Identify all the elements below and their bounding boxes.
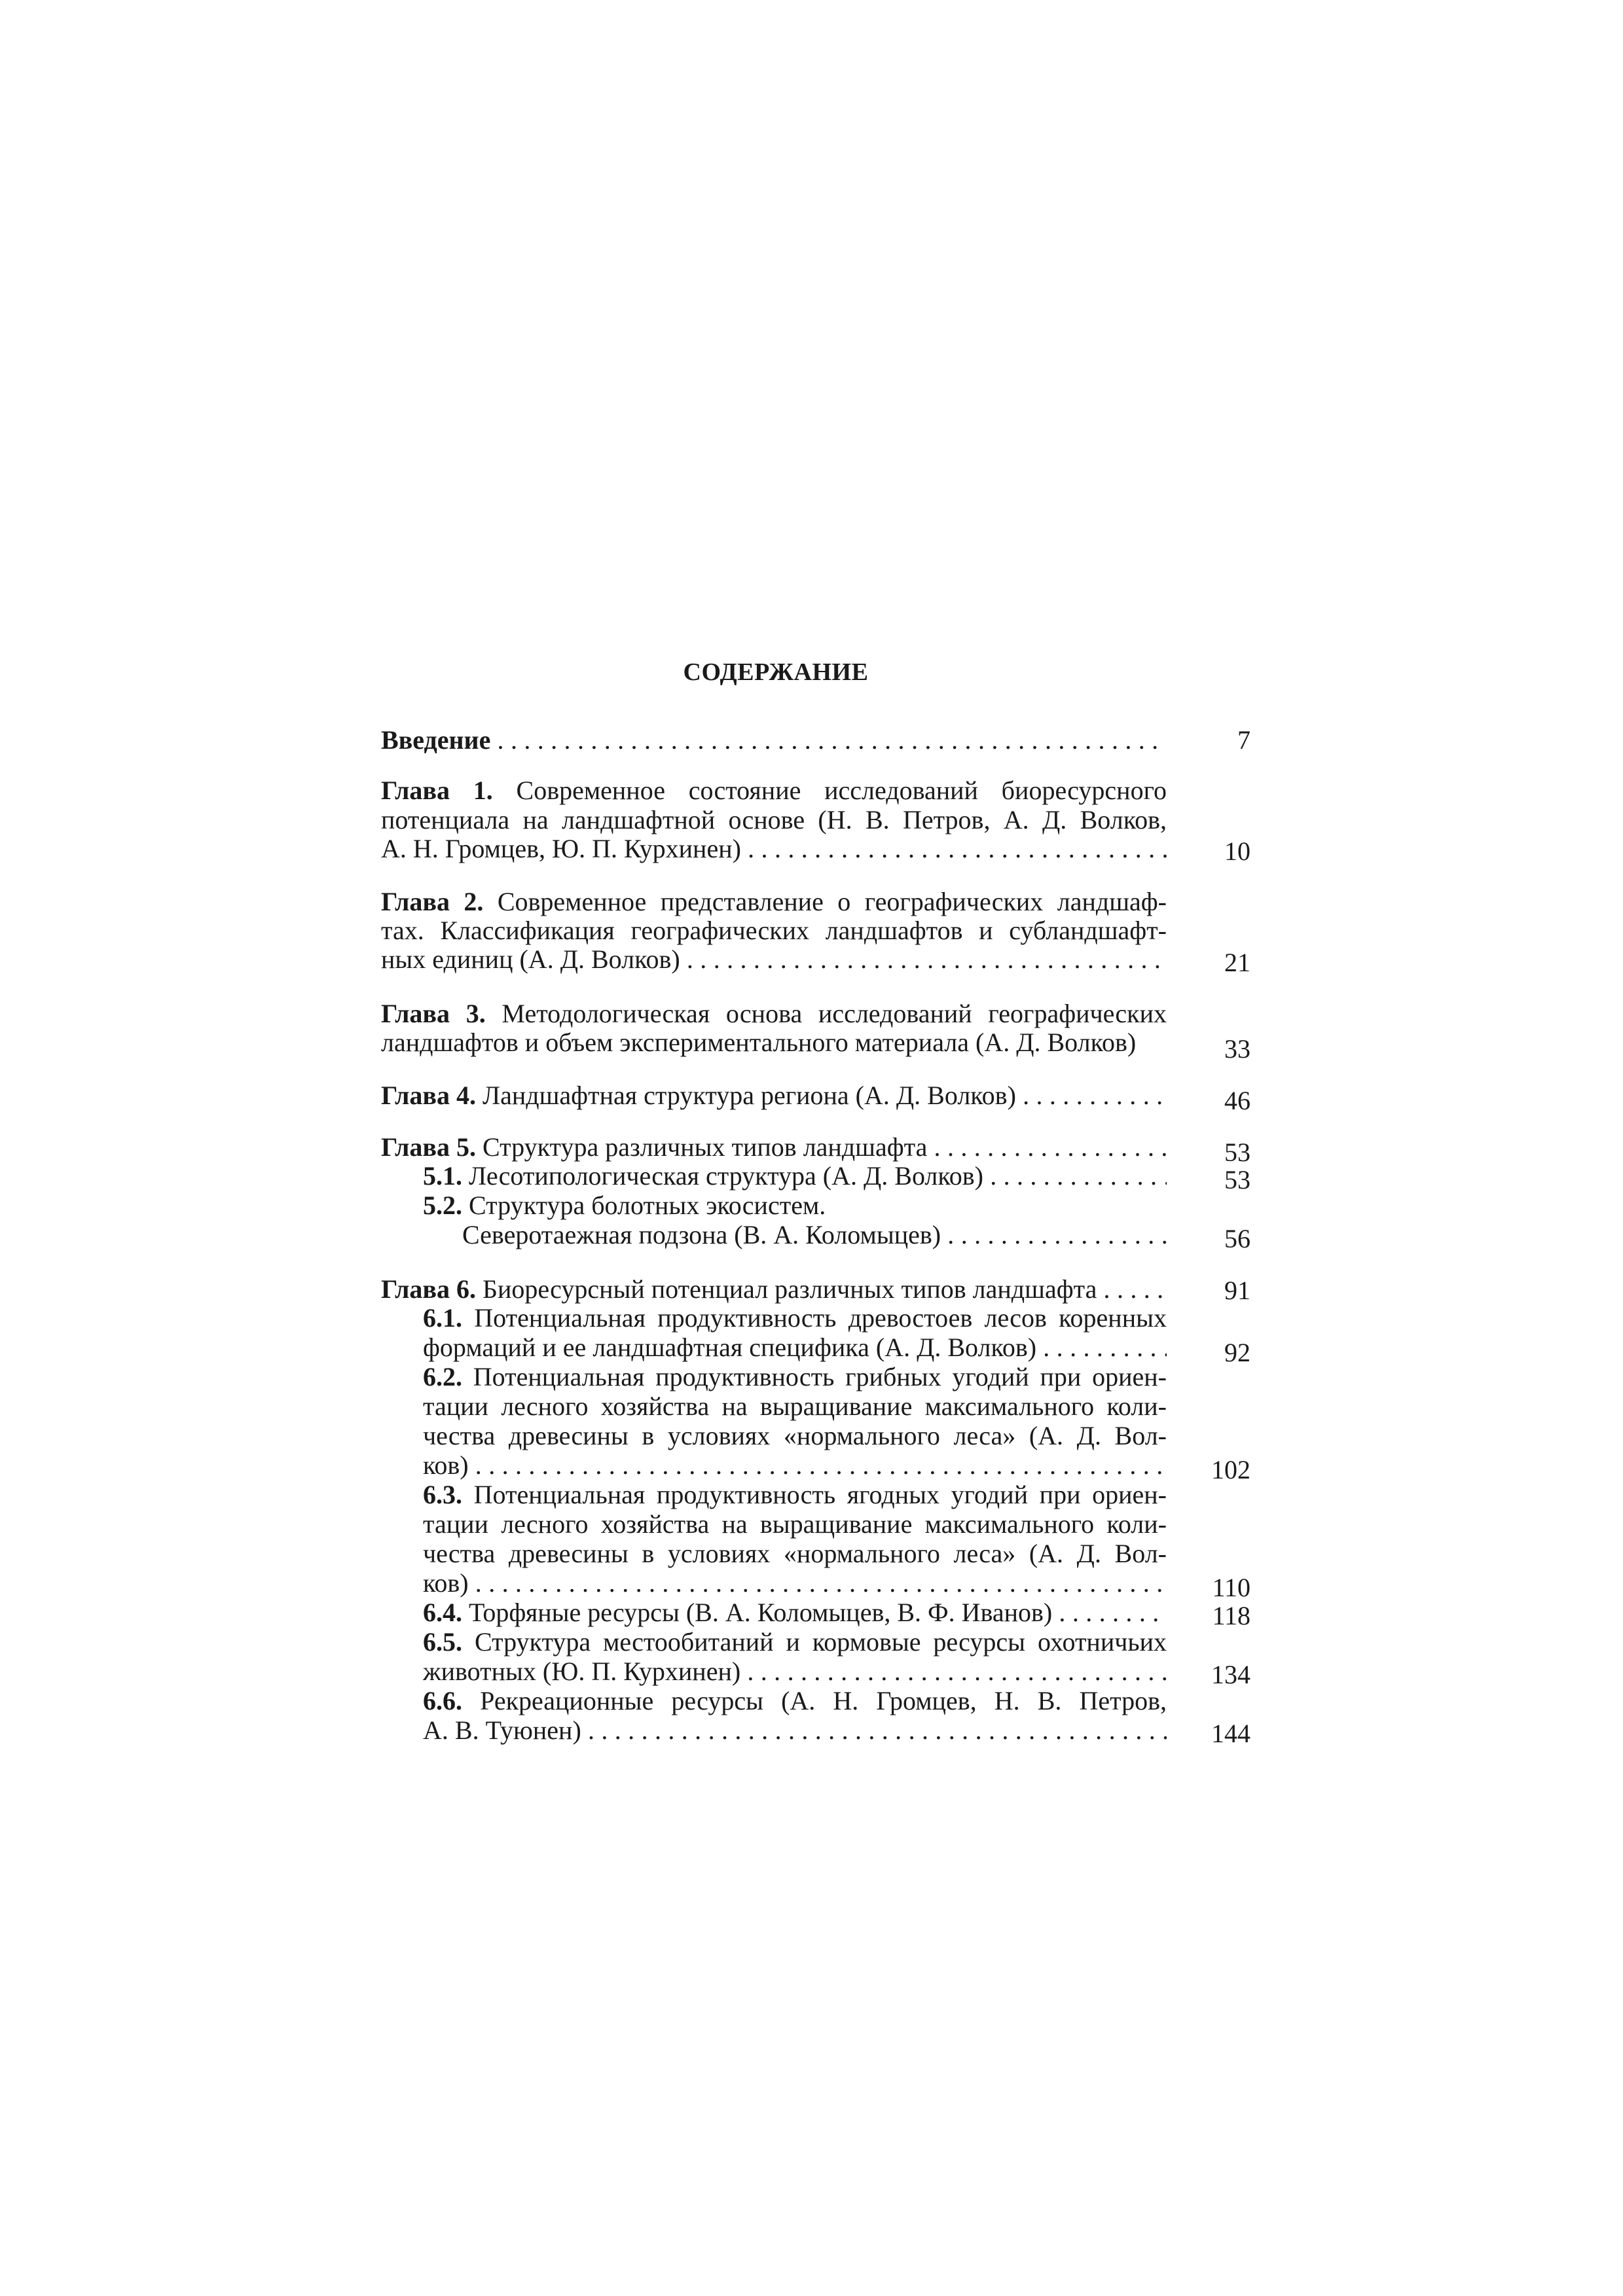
toc-line xyxy=(423,1160,1167,1193)
toc-line-text: Потенциальная продуктивность грибных угодий при ориен- xyxy=(462,1362,1167,1391)
toc-line xyxy=(423,1508,1167,1541)
page-number: 10 xyxy=(1224,836,1250,866)
page-number: 21 xyxy=(1224,948,1250,977)
toc-line-label: 6.3. xyxy=(423,1480,462,1509)
page-number: 91 xyxy=(1224,1276,1250,1305)
toc-line xyxy=(423,1361,1167,1393)
toc-line-text: Структура различных типов ландшафта xyxy=(475,1132,928,1162)
toc-line xyxy=(423,1390,1167,1423)
toc-line-text: Торфяные ресурсы (В. А. Коломыцев, В. Ф. Иванов) xyxy=(462,1598,1053,1627)
toc-line xyxy=(423,1331,1167,1364)
toc-line-text: Рекреационные ресурсы (А. Н. Громцев, Н. В. Петров, xyxy=(462,1686,1167,1715)
toc-line xyxy=(423,1537,1167,1570)
toc-line-label: Введение xyxy=(381,725,491,755)
page-number: 33 xyxy=(1224,1034,1250,1064)
toc-line-label: 6.4. xyxy=(423,1598,462,1627)
toc-line-text: ландшафтов и объем экспериментального материала (А. Д. Волков) xyxy=(381,1028,1137,1057)
toc-line-text: ных единиц (А. Д. Волков) xyxy=(381,944,680,974)
toc-line xyxy=(381,1131,1167,1164)
page-number: 110 xyxy=(1212,1573,1250,1602)
toc-line-label: Глава 4. xyxy=(381,1081,476,1110)
toc-line-label: 6.1. xyxy=(423,1303,462,1333)
page-title: СОДЕРЖАНИЕ xyxy=(683,658,869,686)
toc-line-text: Современное состояние исследований биоресурсного xyxy=(492,776,1167,805)
toc-line-text: Лесотипологическая структура (А. Д. Волков) xyxy=(462,1161,983,1191)
toc-line-text: А. В. Туюнен) xyxy=(423,1715,581,1745)
toc-line-label: 6.5. xyxy=(423,1627,462,1657)
toc-line xyxy=(381,886,1167,918)
toc-line xyxy=(423,1479,1167,1511)
toc-line xyxy=(423,1420,1167,1452)
toc-line xyxy=(381,914,1167,947)
toc-line-text: Северотаежная подзона (В. А. Коломыцев) xyxy=(462,1220,941,1249)
toc-line-label: Глава 3. xyxy=(381,999,486,1028)
toc-line-text: чества древесины в условиях «нормального леса» (А. Д. Вол- xyxy=(423,1421,1167,1450)
toc-line xyxy=(381,943,1167,976)
toc-line-text: Ландшафтная структура региона (А. Д. Волков) xyxy=(475,1081,1016,1110)
toc-line-label: Глава 5. xyxy=(381,1132,476,1162)
toc-line-label: Глава 2. xyxy=(381,887,484,916)
toc-line xyxy=(381,724,1167,757)
page-number: 53 xyxy=(1224,1138,1250,1167)
page-number: 46 xyxy=(1224,1086,1250,1115)
toc-line-label: Глава 6. xyxy=(381,1274,476,1304)
toc-line xyxy=(462,1219,1167,1251)
toc-line xyxy=(423,1655,1167,1688)
toc-line-label: 6.6. xyxy=(423,1686,462,1715)
toc-line-text: тации лесного хозяйства на выращивание максимального коли- xyxy=(423,1391,1167,1421)
toc-line-label: 5.2. xyxy=(423,1191,462,1220)
toc-line-text: Современное представление о географических ландшаф- xyxy=(483,887,1167,916)
toc-line xyxy=(423,1714,1167,1747)
toc-line xyxy=(381,1079,1167,1112)
toc-line-text: Потенциальная продуктивность древостоев лесов коренных xyxy=(462,1303,1167,1333)
toc-line-text: формаций и ее ландшафтная специфика (А. Д. Волков) xyxy=(423,1333,1037,1362)
toc-line-text: потенциала на ландшафтной основе (Н. В. Петров, А. Д. Волков, xyxy=(381,805,1167,834)
page-number: 7 xyxy=(1237,725,1250,755)
toc-line-text: тах. Классификация географических ландшафтов и субландшафт- xyxy=(381,916,1167,945)
page-number: 102 xyxy=(1211,1455,1250,1484)
page-number: 118 xyxy=(1212,1601,1250,1630)
toc-line-text: Биоресурсный потенциал различных типов ландшафта xyxy=(475,1274,1097,1304)
toc-line-label: 5.1. xyxy=(423,1161,462,1191)
toc-line xyxy=(423,1302,1167,1335)
toc-line xyxy=(423,1567,1167,1600)
toc-line xyxy=(423,1449,1167,1482)
page-number: 92 xyxy=(1224,1338,1250,1367)
toc-line xyxy=(423,1626,1167,1659)
toc-line-label: Глава 1. xyxy=(381,776,493,805)
toc-line xyxy=(423,1189,1167,1222)
toc-line xyxy=(381,804,1167,836)
toc-line-text: ков) xyxy=(423,1450,469,1480)
toc-line xyxy=(381,774,1167,807)
page-number: 56 xyxy=(1224,1224,1250,1253)
toc-line xyxy=(423,1685,1167,1717)
toc-line-text: А. Н. Громцев, Ю. П. Курхинен) xyxy=(381,834,741,863)
toc-line-text: чества древесины в условиях «нормального леса» (А. Д. Вол- xyxy=(423,1539,1167,1568)
toc-line-text: тации лесного хозяйства на выращивание максимального коли- xyxy=(423,1509,1167,1539)
toc-line-text: Методологическая основа исследований географических xyxy=(485,999,1167,1028)
toc-line xyxy=(423,1596,1167,1629)
toc-line-text: Структура болотных экосистем. xyxy=(462,1191,826,1220)
toc-line xyxy=(381,997,1167,1030)
toc-line xyxy=(381,833,1167,865)
toc-line-text: ков) xyxy=(423,1568,469,1598)
toc-line-label: 6.2. xyxy=(423,1362,462,1391)
toc-line-text: Потенциальная продуктивность ягодных угодий при ориен- xyxy=(462,1480,1167,1509)
page-number: 53 xyxy=(1224,1165,1250,1194)
toc-line xyxy=(381,1026,1199,1059)
page-number: 134 xyxy=(1211,1660,1250,1689)
toc-line-text: животных (Ю. П. Курхинен) xyxy=(423,1657,741,1686)
toc-line xyxy=(381,1273,1167,1306)
toc-line-text: Структура местообитаний и кормовые ресурсы охотничьих xyxy=(462,1627,1167,1657)
page-number: 144 xyxy=(1211,1719,1250,1748)
